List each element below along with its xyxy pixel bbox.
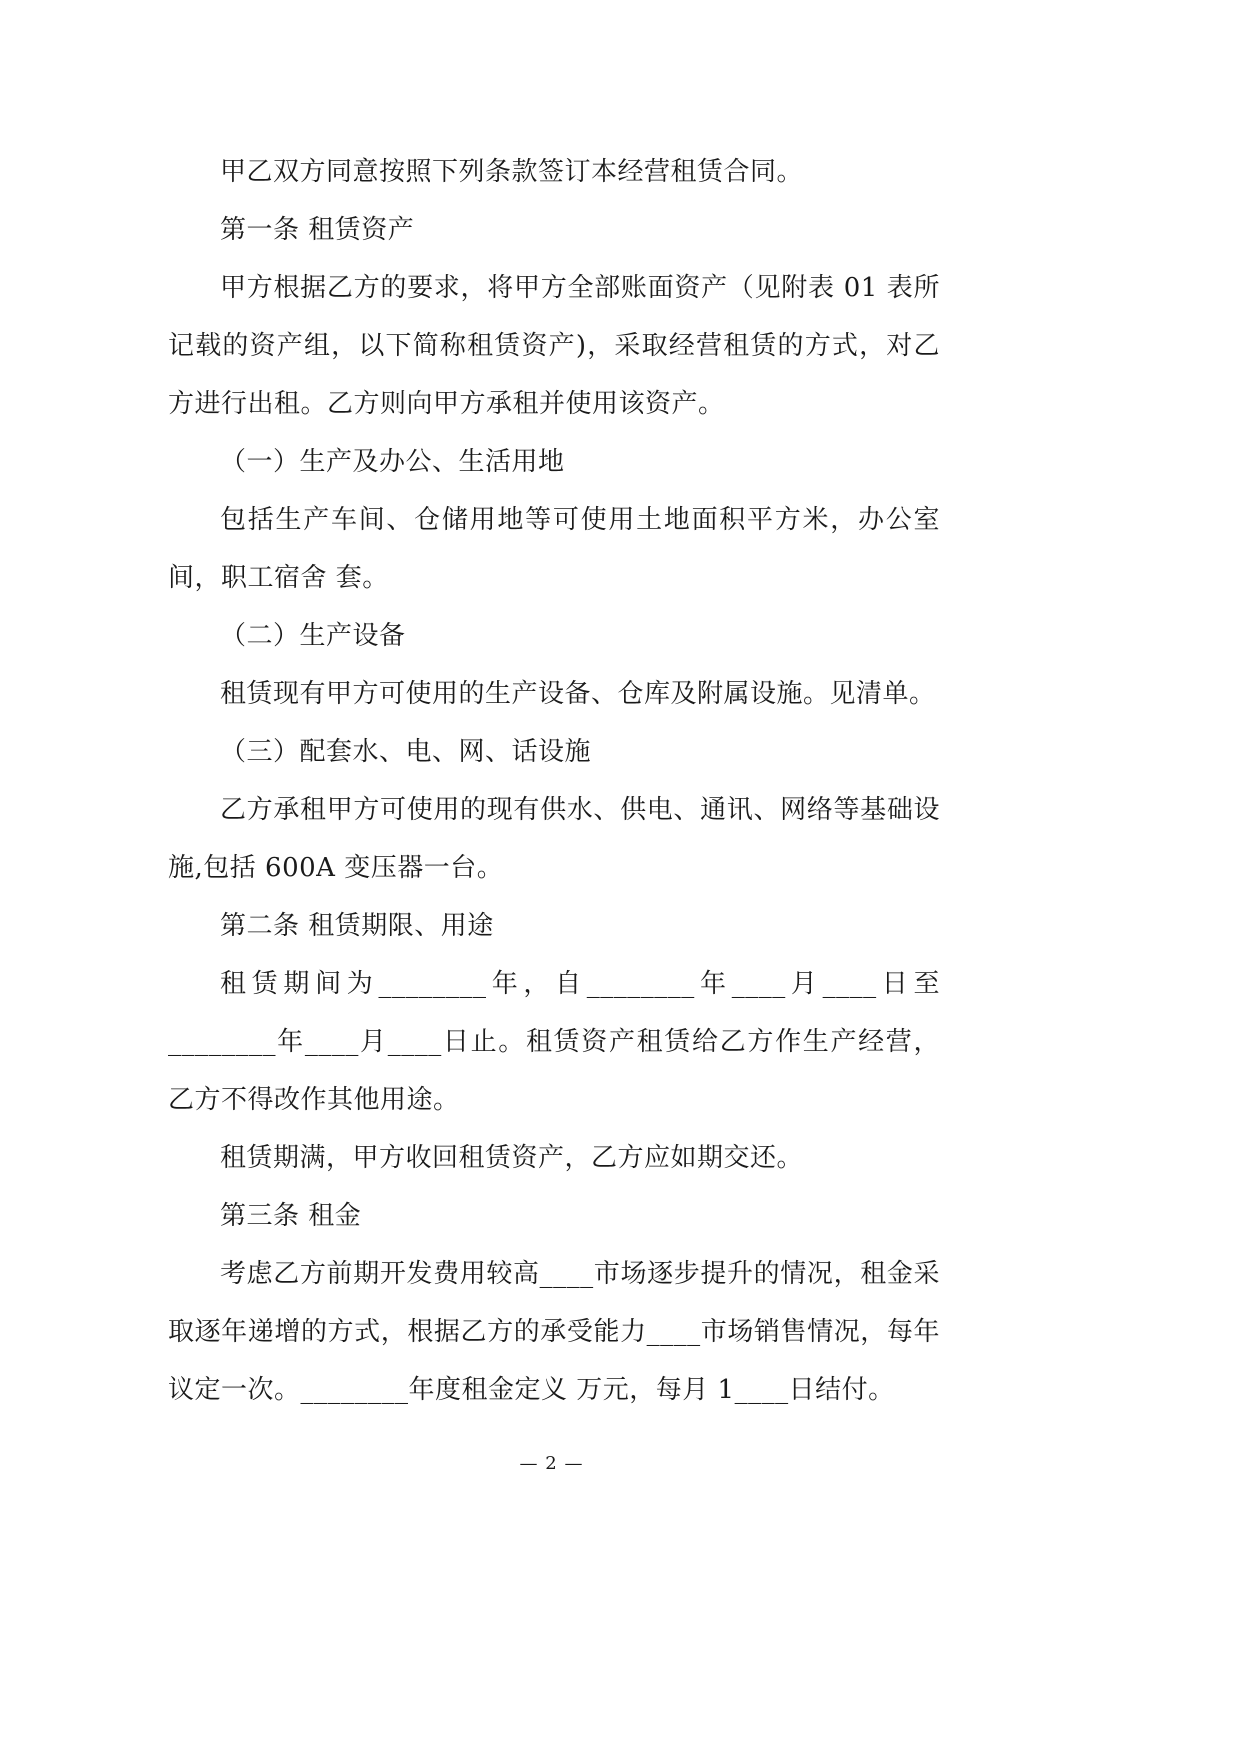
- page-number: — 2 —: [519, 1453, 584, 1474]
- contract-body: [168, 143, 940, 1419]
- section-3-heading: （三）配套水、电、网、话设施: [220, 737, 592, 767]
- article-3-paragraph: 考虑乙方前期开发费用较高____市场逐步提升的情况，租金采取逐年递增的方式，根据乙方的承受能力____市场销售情况，每年议定一次。________年度租金定义 万元，每月 1____日结付。: [168, 1259, 940, 1405]
- section-2-heading: （二）生产设备: [220, 621, 406, 651]
- article-1-paragraph: 甲方根据乙方的要求，将甲方全部账面资产（见附表 01 表所记载的资产组，以下简称租赁资产)，采取经营租赁的方式，对乙方进行出租。乙方则向甲方承租并使用该资产。: [168, 273, 940, 419]
- article-1-heading: 第一条 租赁资产: [220, 215, 415, 245]
- article-2-paragraph: 租赁期间为________年，自________年____月____日至________年____月____日止。租赁资产租赁给乙方作生产经营，乙方不得改作其他用途。: [168, 969, 940, 1115]
- section-2-paragraph: 租赁现有甲方可使用的生产设备、仓库及附属设施。见清单。: [220, 679, 936, 709]
- section-3-paragraph: 乙方承租甲方可使用的现有供水、供电、通讯、网络等基础设施,包括 600A 变压器一台。: [168, 795, 940, 883]
- article-2-return-paragraph: 租赁期满，甲方收回租赁资产，乙方应如期交还。: [220, 1143, 804, 1173]
- section-1-heading: （一）生产及办公、生活用地: [220, 447, 565, 477]
- article-3-heading: 第三条 租金: [220, 1201, 362, 1231]
- article-2-heading: 第二条 租赁期限、用途: [220, 911, 494, 941]
- intro-paragraph: 甲乙双方同意按照下列条款签订本经营租赁合同。: [220, 157, 804, 187]
- section-1-paragraph: 包括生产车间、仓储用地等可使用土地面积平方米，办公室间，职工宿舍 套。: [168, 505, 940, 593]
